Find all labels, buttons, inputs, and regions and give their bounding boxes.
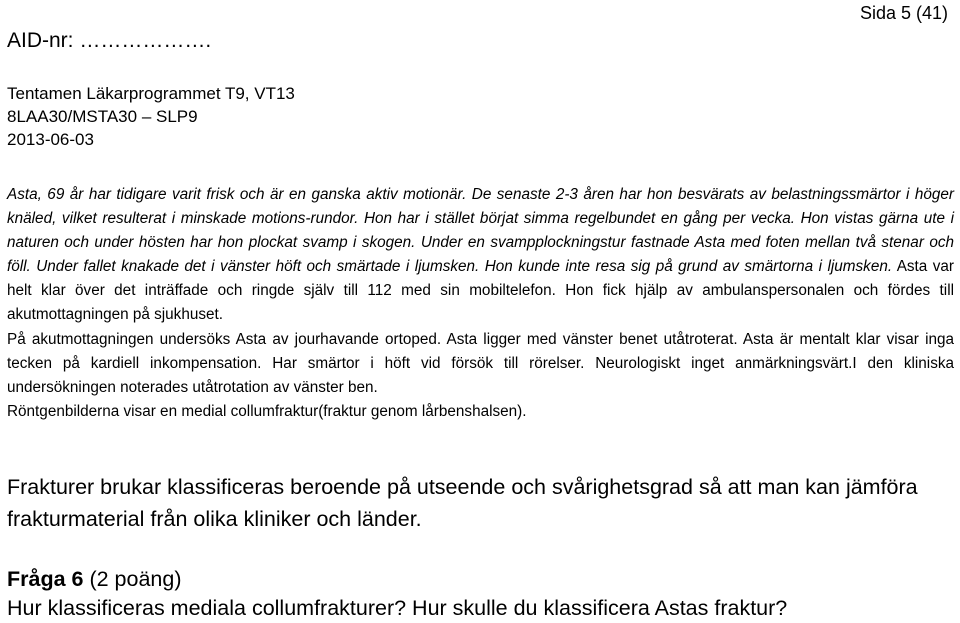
case-paragraph [7, 328, 954, 400]
case-text-regular: I den kliniska undersökningen noterades utåtrotation av vänster ben. [7, 354, 954, 396]
question-text: Hur klassificeras mediala collumfrakturer? Hur skulle du klassificera Astas fraktur? [7, 596, 788, 620]
exam-title: Tentamen Läkarprogrammet T9, VT13 [7, 84, 295, 103]
question-block [7, 565, 954, 623]
case-text-regular: På akutmottagningen undersöks Asta av jourhavande ortoped. Asta ligger med vänster benet utåtroterat. Asta är mentalt klar visar inga tecken på kardiell inkompensation. Har smärtor i höft vid försök till rörelser. Neurologiskt inget anmärkningsvärt. [7, 330, 954, 372]
question-heading [7, 565, 954, 594]
page-number: Sida 5 (41) [859, 3, 948, 23]
intro-paragraph: Frakturer brukar klassificeras beroende på utseende och svårighetsgrad så att man kan jämföra frakturmaterial från olika kliniker och länder. [7, 475, 918, 531]
case-paragraph: Röntgenbilderna visar en medial collumfraktur(fraktur genom lårbenshalsen). [7, 402, 527, 420]
exam-date: 2013-06-03 [7, 130, 94, 149]
question-label: Fråga 6 [7, 567, 84, 591]
question-points: (2 poäng) [83, 567, 182, 591]
case-paragraph [7, 183, 954, 328]
case-text-italic: Asta, 69 år har tidigare varit frisk och är en ganska aktiv motionär. De senaste 2-3 åren har hon besvärats av belastningssmärtor i höger knäled, vilket resulterat i minskade motions-rundor. Hon har i stället börjat simma regelbundet en gång per vecka. Hon vistas gärna ute i naturen och under hösten har hon plockat svamp i skogen. Under en svampplockningstur fastnade Asta med foten mellan två stenar och föll. Under fallet knakade det i vänster höft och smärtade i ljumsken. Hon kunde inte resa sig på grund av smärtorna i ljumsken. [7, 186, 954, 276]
case-text-regular: Asta var helt klar över det inträffade och ringde själv till 112 med sin mobiltelefon. Hon fick hjälp av ambulanspersonalen och fördes till akutmottagningen på sjukhuset. [7, 258, 955, 324]
exam-info [7, 82, 295, 151]
course-codes: 8LAA30/MSTA30 – SLP9 [7, 107, 198, 126]
case-description [7, 183, 954, 424]
aid-number: AID-nr: ………………. [7, 29, 212, 52]
